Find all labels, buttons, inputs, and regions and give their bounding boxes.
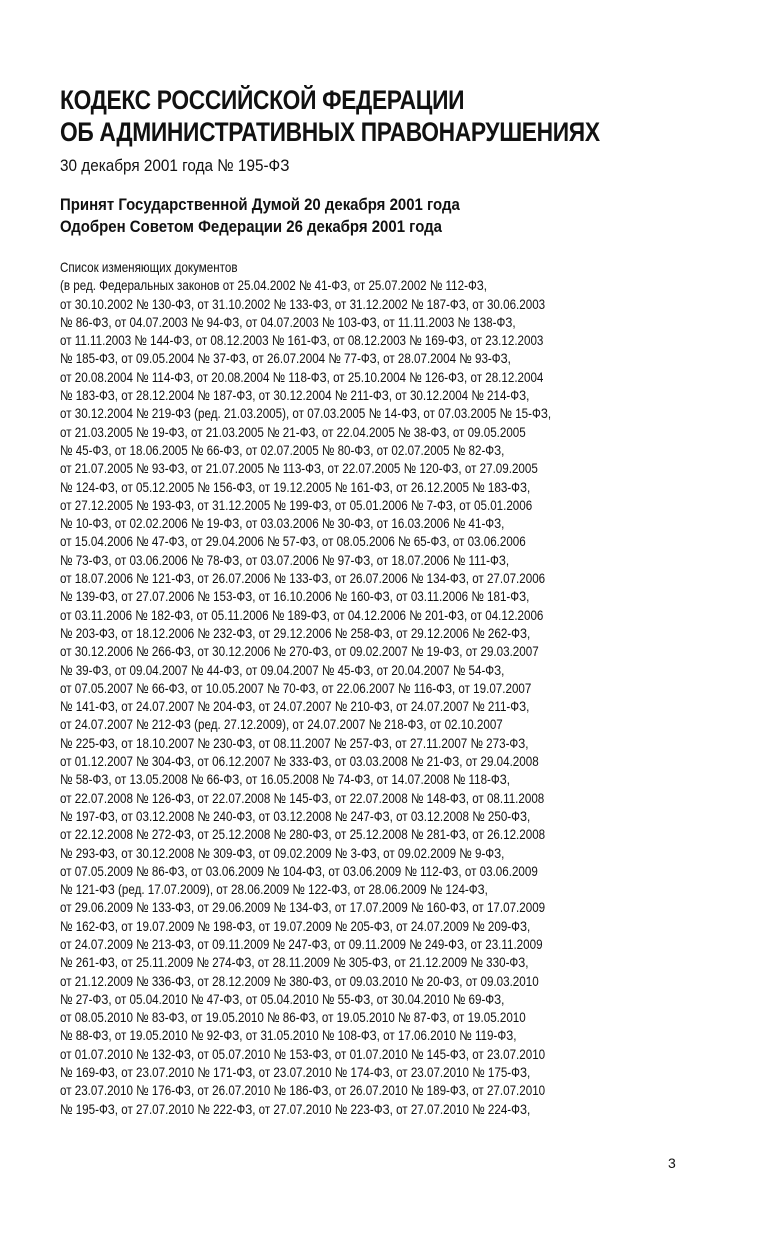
amending-documents-line: № 225-ФЗ, от 18.10.2007 № 230-ФЗ, от 08.11.2007 № 257-ФЗ, от 27.11.2007 № 273-ФЗ, bbox=[60, 734, 529, 751]
amending-documents-line: от 18.07.2006 № 121-ФЗ, от 26.07.2006 № 133-ФЗ, от 26.07.2006 № 134-ФЗ, от 27.07.2006 bbox=[60, 570, 546, 587]
amending-documents-line: от 01.07.2010 № 132-ФЗ, от 05.07.2010 № 153-ФЗ, от 01.07.2010 № 145-ФЗ, от 23.07.2010 bbox=[60, 1045, 546, 1062]
amending-documents-line: от 07.05.2009 № 86-ФЗ, от 03.06.2009 № 104-ФЗ, от 03.06.2009 № 112-ФЗ, от 03.06.2009 bbox=[60, 862, 538, 879]
amending-documents-line: от 15.04.2006 № 47-ФЗ, от 29.04.2006 № 57-ФЗ, от 08.05.2006 № 65-ФЗ, от 03.06.2006 bbox=[60, 533, 526, 550]
amending-documents-line: от 27.12.2005 № 193-ФЗ, от 31.12.2005 № 199-ФЗ, от 05.01.2006 № 7-ФЗ, от 05.01.2006 bbox=[60, 496, 533, 513]
amending-documents-line: от 24.07.2009 № 213-ФЗ, от 09.11.2009 № 247-ФЗ, от 09.11.2009 № 249-ФЗ, от 23.11.2009 bbox=[60, 935, 543, 952]
amending-documents-line: от 29.06.2009 № 133-ФЗ, от 29.06.2009 № 134-ФЗ, от 17.07.2009 № 160-ФЗ, от 17.07.2009 bbox=[60, 899, 546, 916]
amending-documents-line: от 07.05.2007 № 66-ФЗ, от 10.05.2007 № 70-ФЗ, от 22.06.2007 № 116-ФЗ, от 19.07.2007 bbox=[60, 679, 532, 696]
amending-documents-line: № 139-ФЗ, от 27.07.2006 № 153-ФЗ, от 16.10.2006 № 160-ФЗ, от 03.11.2006 № 181-ФЗ, bbox=[60, 588, 530, 605]
adopted-by-duma: Принят Государственной Думой 20 декабря 2001 года bbox=[60, 195, 460, 214]
amending-documents-line: № 197-ФЗ, от 03.12.2008 № 240-ФЗ, от 03.12.2008 № 247-ФЗ, от 03.12.2008 № 250-ФЗ, bbox=[60, 807, 531, 824]
amending-documents-line: от 22.12.2008 № 272-ФЗ, от 25.12.2008 № 280-ФЗ, от 25.12.2008 № 281-ФЗ, от 26.12.2008 bbox=[60, 826, 546, 843]
amending-documents-line: (в ред. Федеральных законов от 25.04.2002 № 41-ФЗ, от 25.07.2002 № 112-ФЗ, bbox=[60, 277, 488, 294]
document-title-line-1: КОДЕКС РОССИЙСКОЙ ФЕДЕРАЦИИ bbox=[60, 85, 465, 115]
law-date-number: 30 декабря 2001 года № 195-ФЗ bbox=[60, 156, 290, 175]
amending-documents-line: № 169-ФЗ, от 23.07.2010 № 171-ФЗ, от 23.07.2010 № 174-ФЗ, от 23.07.2010 № 175-ФЗ, bbox=[60, 1064, 531, 1081]
document-title-line-2: ОБ АДМИНИСТРАТИВНЫХ ПРАВОНАРУШЕНИЯХ bbox=[60, 117, 600, 147]
amending-documents-line: от 30.12.2004 № 219-ФЗ (ред. 21.03.2005), от 07.03.2005 № 14-ФЗ, от 07.03.2005 № 15-ФЗ, bbox=[60, 405, 552, 422]
amending-documents-line: от 21.03.2005 № 19-ФЗ, от 21.03.2005 № 21-ФЗ, от 22.04.2005 № 38-ФЗ, от 09.05.2005 bbox=[60, 423, 526, 440]
amending-documents-line: от 20.08.2004 № 114-ФЗ, от 20.08.2004 № 118-ФЗ, от 25.10.2004 № 126-ФЗ, от 28.12.2004 bbox=[60, 368, 544, 385]
amending-documents-line: от 22.07.2008 № 126-ФЗ, от 22.07.2008 № 145-ФЗ, от 22.07.2008 № 148-ФЗ, от 08.11.2008 bbox=[60, 789, 545, 806]
amending-documents-line: № 121-ФЗ (ред. 17.07.2009), от 28.06.2009 № 122-ФЗ, от 28.06.2009 № 124-ФЗ, bbox=[60, 881, 488, 898]
page-number: 3 bbox=[668, 1155, 676, 1171]
amending-documents-line: № 27-ФЗ, от 05.04.2010 № 47-ФЗ, от 05.04.2010 № 55-ФЗ, от 30.04.2010 № 69-ФЗ, bbox=[60, 990, 505, 1007]
amending-documents-line: № 88-ФЗ, от 19.05.2010 № 92-ФЗ, от 31.05.2010 № 108-ФЗ, от 17.06.2010 № 119-ФЗ, bbox=[60, 1027, 517, 1044]
amending-documents-line: от 11.11.2003 № 144-ФЗ, от 08.12.2003 № 161-ФЗ, от 08.12.2003 № 169-ФЗ, от 23.12.2003 bbox=[60, 332, 544, 349]
amending-documents-line: № 10-ФЗ, от 02.02.2006 № 19-ФЗ, от 03.03.2006 № 30-ФЗ, от 16.03.2006 № 41-ФЗ, bbox=[60, 515, 505, 532]
amending-documents-line: от 21.12.2009 № 336-ФЗ, от 28.12.2009 № 380-ФЗ, от 09.03.2010 № 20-ФЗ, от 09.03.2010 bbox=[60, 972, 539, 989]
amending-documents-line: № 185-ФЗ, от 09.05.2004 № 37-ФЗ, от 26.07.2004 № 77-ФЗ, от 28.07.2004 № 93-ФЗ, bbox=[60, 350, 511, 367]
amending-documents-heading: Список изменяющих документов bbox=[60, 259, 238, 275]
approved-by-federation-council: Одобрен Советом Федерации 26 декабря 2001 года bbox=[60, 217, 442, 236]
amending-documents-line: от 01.12.2007 № 304-ФЗ, от 06.12.2007 № 333-ФЗ, от 03.03.2008 № 21-ФЗ, от 29.04.2008 bbox=[60, 753, 539, 770]
amending-documents-line: № 183-ФЗ, от 28.12.2004 № 187-ФЗ, от 30.12.2004 № 211-ФЗ, от 30.12.2004 № 214-ФЗ, bbox=[60, 387, 530, 404]
amending-documents-line: № 124-ФЗ, от 05.12.2005 № 156-ФЗ, от 19.12.2005 № 161-ФЗ, от 26.12.2005 № 183-ФЗ, bbox=[60, 478, 531, 495]
amending-documents-line: № 261-ФЗ, от 25.11.2009 № 274-ФЗ, от 28.11.2009 № 305-ФЗ, от 21.12.2009 № 330-ФЗ, bbox=[60, 954, 529, 971]
amending-documents-line: № 73-ФЗ, от 03.06.2006 № 78-ФЗ, от 03.07.2006 № 97-ФЗ, от 18.07.2006 № 111-ФЗ, bbox=[60, 551, 510, 568]
amending-documents-line: № 86-ФЗ, от 04.07.2003 № 94-ФЗ, от 04.07.2003 № 103-ФЗ, от 11.11.2003 № 138-ФЗ, bbox=[60, 313, 516, 330]
amending-documents-line: № 58-ФЗ, от 13.05.2008 № 66-ФЗ, от 16.05.2008 № 74-ФЗ, от 14.07.2008 № 118-ФЗ, bbox=[60, 771, 511, 788]
amending-documents-line: от 03.11.2006 № 182-ФЗ, от 05.11.2006 № 189-ФЗ, от 04.12.2006 № 201-ФЗ, от 04.12.2006 bbox=[60, 606, 544, 623]
amending-documents-list bbox=[60, 258, 551, 1118]
amending-documents-line: № 141-ФЗ, от 24.07.2007 № 204-ФЗ, от 24.07.2007 № 210-ФЗ, от 24.07.2007 № 211-ФЗ, bbox=[60, 698, 530, 715]
amending-documents-line: № 195-ФЗ, от 27.07.2010 № 222-ФЗ, от 27.07.2010 № 223-ФЗ, от 27.07.2010 № 224-ФЗ, bbox=[60, 1100, 531, 1117]
amending-documents-line: № 293-ФЗ, от 30.12.2008 № 309-ФЗ, от 09.02.2009 № 3-ФЗ, от 09.02.2009 № 9-ФЗ, bbox=[60, 844, 505, 861]
amending-documents-line: от 23.07.2010 № 176-ФЗ, от 26.07.2010 № 186-ФЗ, от 26.07.2010 № 189-ФЗ, от 27.07.2010 bbox=[60, 1082, 546, 1099]
amending-documents-line: от 21.07.2005 № 93-ФЗ, от 21.07.2005 № 113-ФЗ, от 22.07.2005 № 120-ФЗ, от 27.09.2005 bbox=[60, 460, 538, 477]
amending-documents-line: от 30.12.2006 № 266-ФЗ, от 30.12.2006 № 270-ФЗ, от 09.02.2007 № 19-ФЗ, от 29.03.2007 bbox=[60, 643, 539, 660]
amending-documents-line: № 39-ФЗ, от 09.04.2007 № 44-ФЗ, от 09.04.2007 № 45-ФЗ, от 20.04.2007 № 54-ФЗ, bbox=[60, 661, 505, 678]
amending-documents-line: от 24.07.2007 № 212-ФЗ (ред. 27.12.2009), от 24.07.2007 № 218-ФЗ, от 02.10.2007 bbox=[60, 716, 503, 733]
amending-documents-line: от 08.05.2010 № 83-ФЗ, от 19.05.2010 № 86-ФЗ, от 19.05.2010 № 87-ФЗ, от 19.05.2010 bbox=[60, 1009, 526, 1026]
amending-documents-line: № 45-ФЗ, от 18.06.2005 № 66-ФЗ, от 02.07.2005 № 80-ФЗ, от 02.07.2005 № 82-ФЗ, bbox=[60, 441, 505, 458]
document-title bbox=[60, 84, 628, 148]
amending-documents-line: № 162-ФЗ, от 19.07.2009 № 198-ФЗ, от 19.07.2009 № 205-ФЗ, от 24.07.2009 № 209-ФЗ, bbox=[60, 917, 531, 934]
amending-documents-line: от 30.10.2002 № 130-ФЗ, от 31.10.2002 № 133-ФЗ, от 31.12.2002 № 187-ФЗ, от 30.06.2003 bbox=[60, 295, 546, 312]
adoption-block bbox=[60, 194, 460, 238]
amending-documents-line: № 203-ФЗ, от 18.12.2006 № 232-ФЗ, от 29.12.2006 № 258-ФЗ, от 29.12.2006 № 262-ФЗ, bbox=[60, 624, 531, 641]
